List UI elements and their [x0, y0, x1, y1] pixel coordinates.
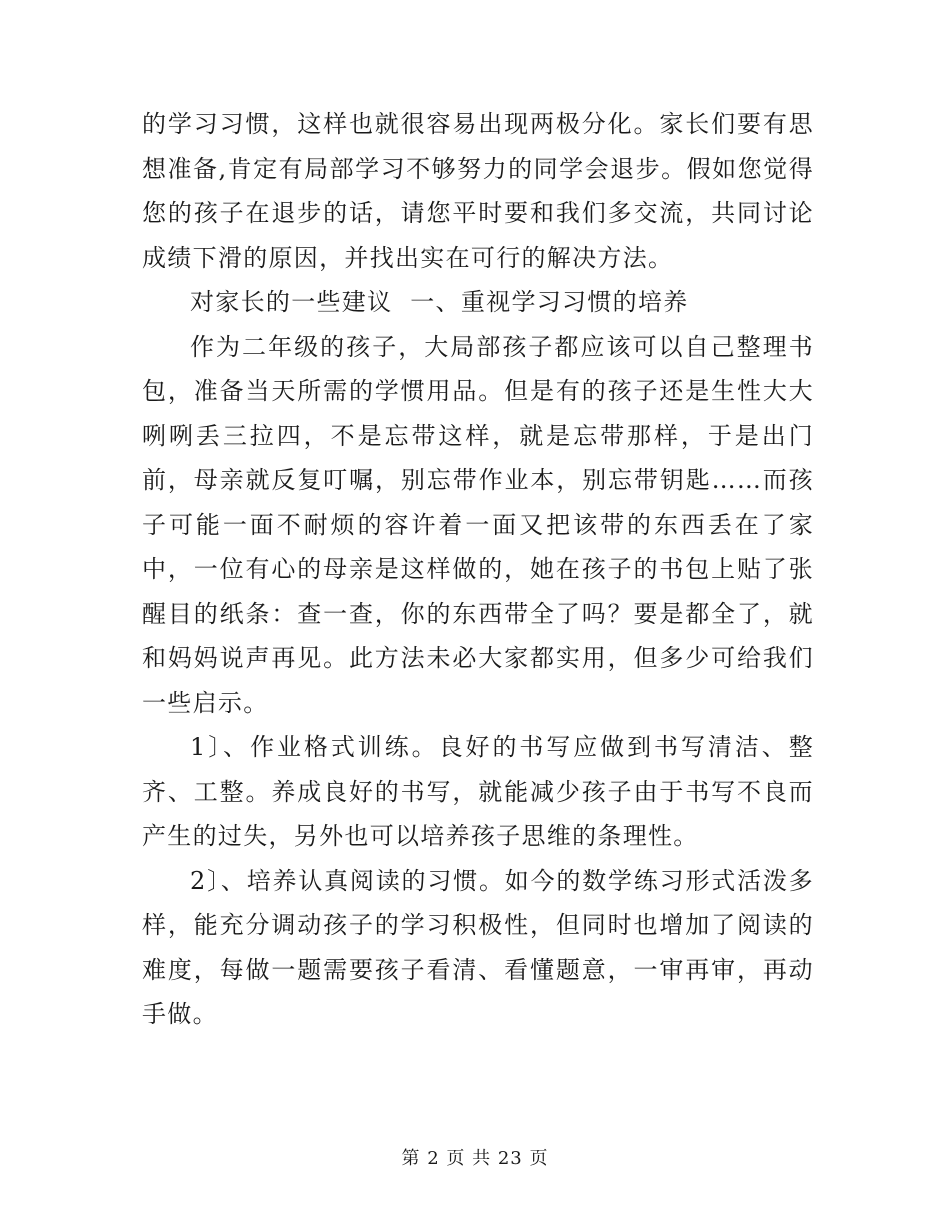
section-heading: 对家长的一些建议 一、重视学习习惯的培养 — [190, 288, 689, 316]
document-body — [142, 102, 814, 1037]
page-footer: 第 2 页 共 23 页 — [401, 1148, 549, 1169]
paragraph-continuation: 的学习习惯，这样也就很容易出现两极分化。家长们要有思想准备,肯定有局部学习不够努力的同学会退步。假如您觉得您的孩子在退步的话，请您平时要和我们多交流，共同讨论成绩下滑的原因，并找出实在可行的解决方法。 — [142, 110, 814, 272]
paragraph-backpack-habit: 作为二年级的孩子，大局部孩子都应该可以自己整理书包，准备当天所需的学惯用品。但是有的孩子还是生性大大咧咧丢三拉四，不是忘带这样，就是忘带那样，于是出门前，母亲就反复叮嘱，别忘带作业本，别忘带钥匙……而孩子可能一面不耐烦的容许着一面又把该带的东西丢在了家中，一位有心的母亲是这样做的，她在孩子的书包上贴了张醒目的纸条：查一查，你的东西带全了吗？要是都全了，就和妈妈说声再见。此方法未必大家都实用，但多少可给我们一些启示。 — [142, 332, 814, 717]
paragraph-homework-format: 1〕、作业格式训练。良好的书写应做到书写清洁、整齐、工整。养成良好的书写，就能减少孩子由于书写不良而产生的过失，另外也可以培养孩子思维的条理性。 — [142, 733, 814, 850]
paragraph-reading-habit: 2〕、培养认真阅读的习惯。如今的数学练习形式活泼多样，能充分调动孩子的学习积极性，但同时也增加了阅读的难度，每做一题需要孩子看清、看懂题意，一审再审，再动手做。 — [142, 866, 814, 1028]
